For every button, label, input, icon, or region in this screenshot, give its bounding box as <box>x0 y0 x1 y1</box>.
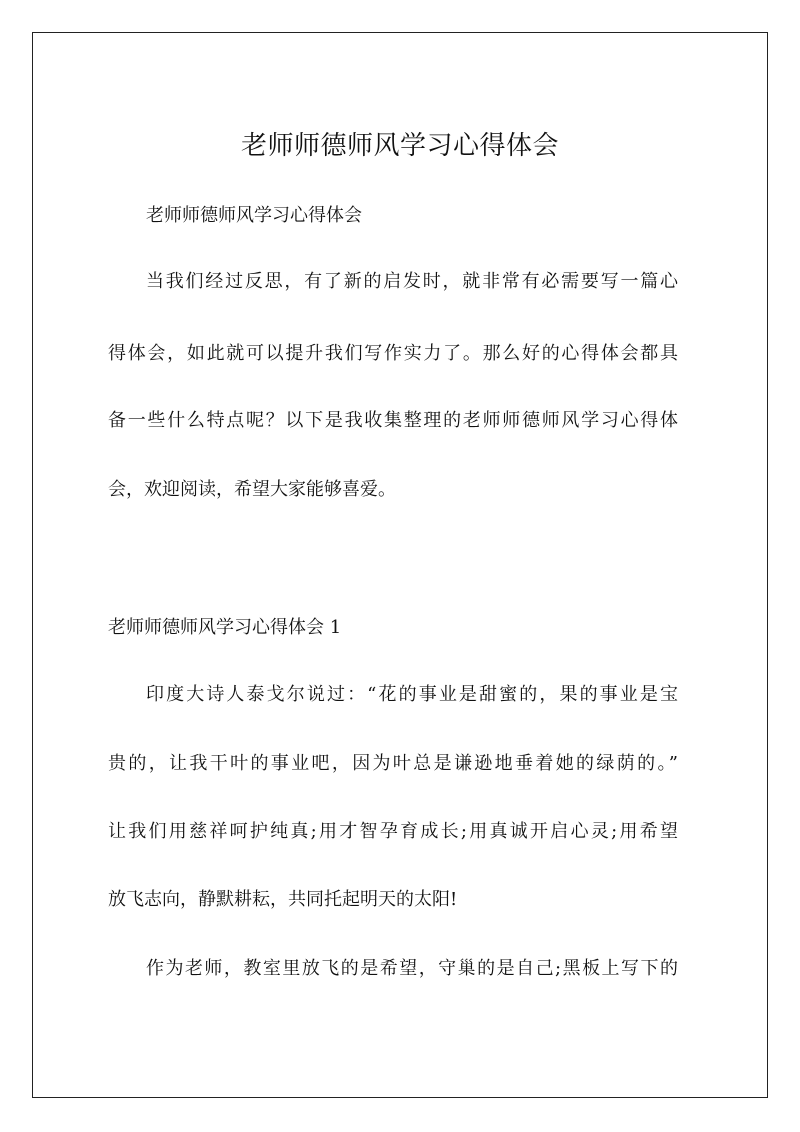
para1-line-1: 印度大诗人泰戈尔说过：“花的事业是甜蜜的，果的事业是宝 <box>146 684 678 705</box>
para1-line-3: 让我们用慈祥呵护纯真;用才智孕育成长;用真诚开启心灵;用希望 <box>108 821 678 842</box>
intro-line-4: 会，欢迎阅读，希望大家能够喜爱。 <box>108 479 396 500</box>
intro-line-2: 得体会，如此就可以提升我们写作实力了。那么好的心得体会都具 <box>108 343 678 364</box>
para1-line-4: 放飞志向，静默耕耘，共同托起明天的太阳! <box>108 889 458 910</box>
para1-line-2: 贵的，让我干叶的事业吧，因为叶总是谦逊地垂着她的绿荫的。” <box>108 753 678 774</box>
document-subtitle: 老师师德师风学习心得体会 <box>146 205 362 226</box>
page-border <box>32 32 768 1098</box>
intro-line-1: 当我们经过反思，有了新的启发时，就非常有必需要写一篇心 <box>146 271 678 292</box>
document-title: 老师师德师风学习心得体会 <box>240 131 559 161</box>
intro-line-3: 备一些什么特点呢？以下是我收集整理的老师师德师风学习心得体 <box>108 410 678 431</box>
section-heading: 老师师德师风学习心得体会 1 <box>108 617 342 638</box>
para2-line-1: 作为老师，教室里放飞的是希望，守巢的是自己;黑板上写下的 <box>146 958 678 979</box>
